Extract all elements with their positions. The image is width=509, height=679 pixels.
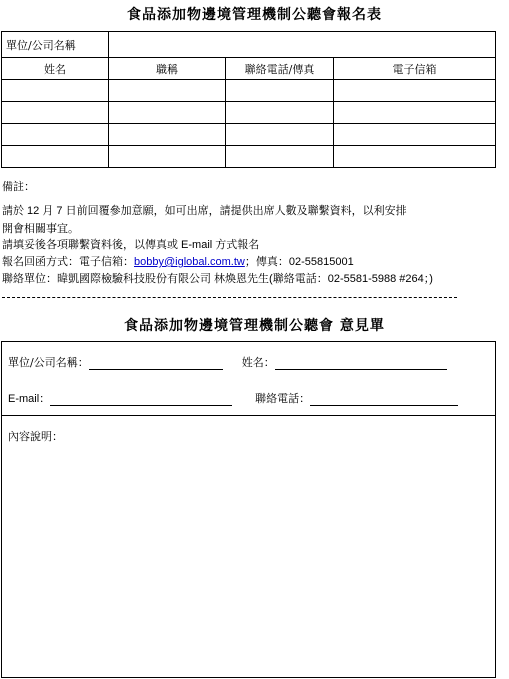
- feedback-phone-field[interactable]: [310, 393, 458, 406]
- table-cell[interactable]: [226, 146, 334, 168]
- feedback-content-area[interactable]: [2, 442, 495, 676]
- table-cell[interactable]: [109, 102, 226, 124]
- feedback-content-label: 內容說明：: [8, 430, 63, 443]
- table-cell[interactable]: [2, 80, 109, 102]
- table-row: [2, 80, 496, 102]
- notes-section: [2, 178, 433, 288]
- notes-line-arrangement: 開會相關事宜。: [2, 222, 79, 235]
- feedback-email-label: E-mail：: [8, 393, 51, 405]
- table-cell[interactable]: [334, 102, 496, 124]
- table-cell[interactable]: [226, 124, 334, 146]
- column-header-name: 姓名: [2, 58, 109, 80]
- table-cell[interactable]: [2, 102, 109, 124]
- column-header-email: 電子信箱: [334, 58, 496, 80]
- column-header-phone-fax: 聯絡電話/傳真: [226, 58, 334, 80]
- feedback-form: [1, 341, 496, 678]
- reply-method-label: 報名回函方式：電子信箱：: [2, 256, 134, 268]
- feedback-unit-field[interactable]: [89, 357, 223, 370]
- table-cell[interactable]: [2, 124, 109, 146]
- feedback-name-field[interactable]: [275, 357, 447, 370]
- table-row: [2, 102, 496, 124]
- unit-input-cell[interactable]: [109, 32, 496, 58]
- table-cell[interactable]: [334, 146, 496, 168]
- table-cell[interactable]: [109, 80, 226, 102]
- form-divider: [2, 415, 495, 416]
- feedback-phone-label: 聯絡電話：: [255, 392, 311, 405]
- table-cell[interactable]: [334, 80, 496, 102]
- registration-title: 食品添加物邊境管理機制公聽會報名表: [127, 7, 382, 23]
- table-cell[interactable]: [226, 80, 334, 102]
- feedback-email-field[interactable]: [50, 393, 232, 406]
- notes-line-contact: 聯絡單位：暐凱國際檢驗科技股份有限公司 林煥恩先生(聯絡電話：02-5581-5988 #264；): [2, 273, 433, 285]
- table-row: [2, 124, 496, 146]
- table-cell[interactable]: [226, 102, 334, 124]
- table-cell[interactable]: [334, 124, 496, 146]
- feedback-unit-label: 單位/公司名稱：: [8, 356, 89, 369]
- table-cell[interactable]: [2, 146, 109, 168]
- registration-table: [1, 31, 496, 168]
- table-cell[interactable]: [109, 124, 226, 146]
- feedback-title: 食品添加物邊境管理機制公聽會 意見單: [124, 318, 385, 334]
- notes-line-instructions: 請填妥後各項聯繫資料後，以傳真或 E-mail 方式報名: [2, 239, 260, 251]
- cut-line-divider: [2, 297, 457, 298]
- notes-line-reply-method: [2, 254, 433, 271]
- notes-heading: 備註：: [2, 180, 35, 193]
- column-header-title: 職稱: [109, 58, 226, 80]
- fax-text: ；傳真：02-55815001: [244, 256, 354, 268]
- feedback-name-label: 姓名：: [241, 356, 275, 369]
- notes-line-deadline: 請於 12 月 7 日前回覆參加意願，如可出席，請提供出席人數及聯繫資料，以利安排: [2, 205, 407, 217]
- table-cell[interactable]: [109, 146, 226, 168]
- email-link[interactable]: bobby@iglobal.com.tw: [134, 256, 245, 268]
- table-row: [2, 146, 496, 168]
- unit-label-cell: 單位/公司名稱: [2, 32, 109, 58]
